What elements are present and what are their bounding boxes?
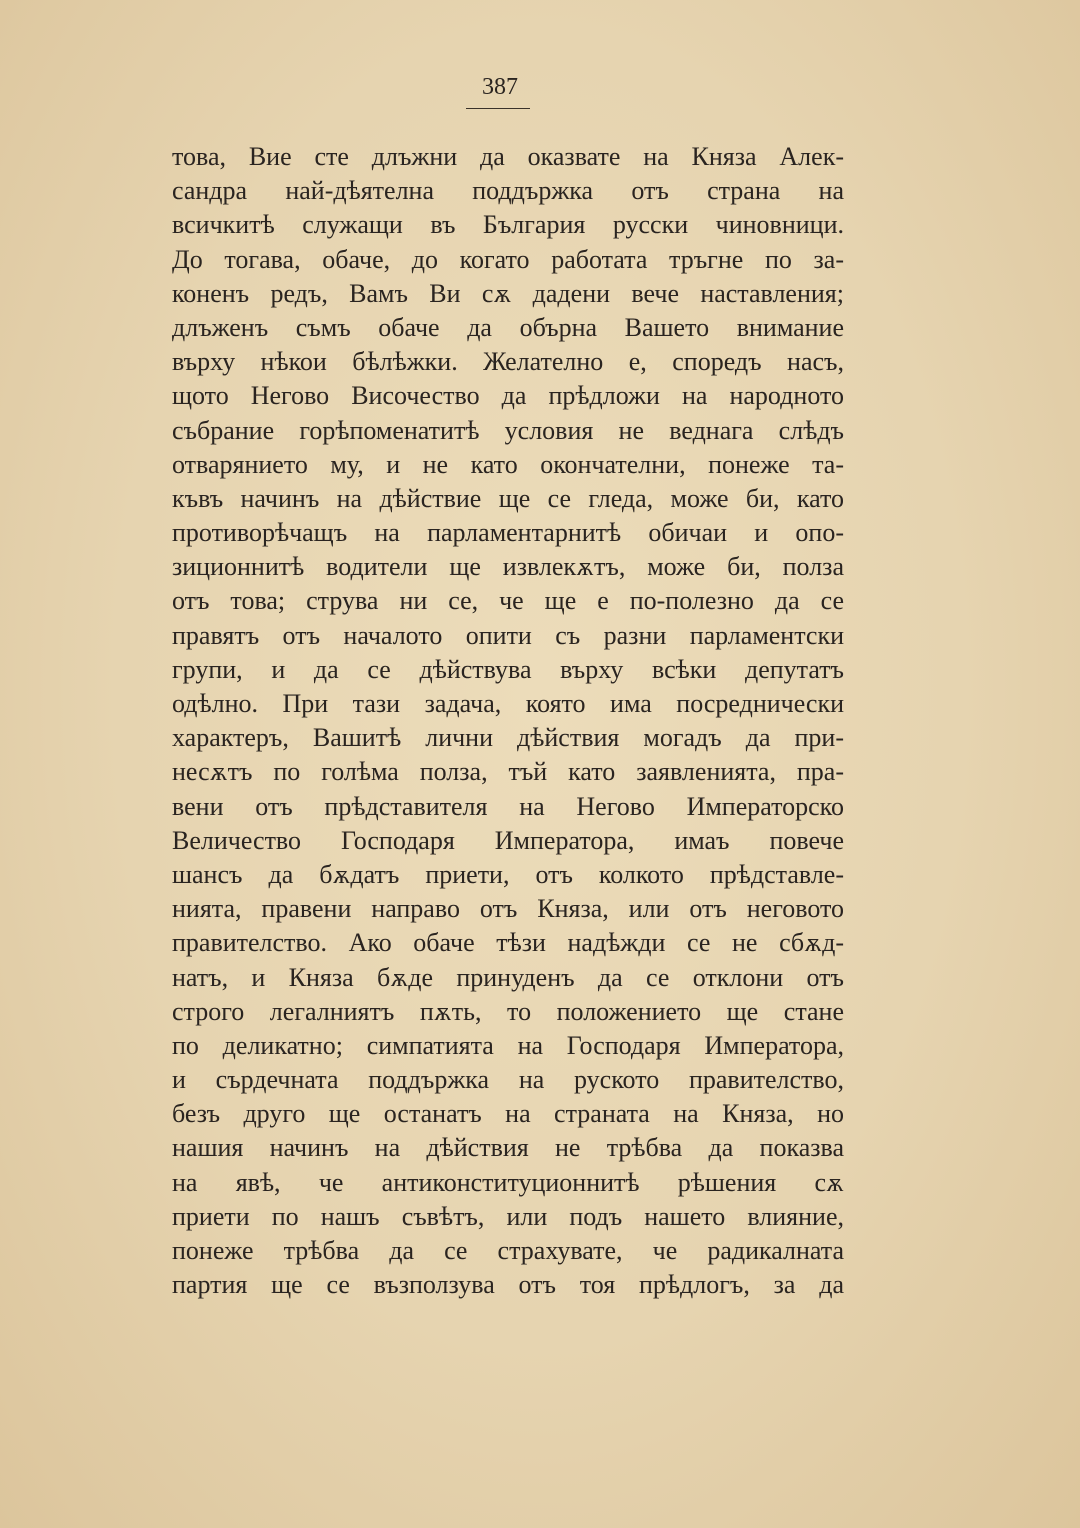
text-line: по деликатно; симпатията на Господаря Императора, (172, 1030, 844, 1060)
text-line: партия ще се възползува отъ тоя прѣдлогъ, за да (172, 1270, 844, 1300)
text-line: всичкитѣ служащи въ България русски чиновници. (172, 210, 844, 240)
text-line: До тогава, обаче, до когато работата тръгне по за- (172, 244, 844, 274)
text-line: одѣлно. При тази задача, която има посреднически (172, 689, 844, 718)
text-line: групи, и да се дѣйствува върху всѣки депутатъ (172, 654, 844, 684)
text-line: нашия начинъ на дѣйствия не трѣбва да показва (172, 1133, 844, 1163)
text-line: щото Негово Височество да прѣдложи на народното (172, 381, 844, 411)
text-line: строго легалниятъ пѫть, то положението ще стане (172, 996, 844, 1026)
text-line: на явѣ, че антиконституционнитѣ рѣшения сѫ (172, 1167, 844, 1197)
text-line: несѫтъ по голѣма полза, тъй като заявленията, пра- (172, 757, 844, 787)
text-line: събрание горѣпоменатитѣ условия не веднага слѣдъ (172, 415, 844, 445)
text-line: сандра най-дѣятелна поддържка отъ страна на (172, 176, 844, 206)
text-line: длъженъ съмъ обаче да обърна Вашето внимание (172, 312, 844, 342)
text-line: къвъ начинъ на дѣйствие ще се гледа, може би, като (172, 483, 844, 513)
text-line: понеже трѣбва да се страхувате, че радикалната (172, 1236, 844, 1265)
page-number: 387 (482, 74, 518, 100)
text-line: характеръ, Вашитѣ лични дѣйствия могадъ да при- (172, 723, 844, 753)
text-line: вени отъ прѣдставителя на Негово Императорско (172, 791, 844, 821)
body-text (172, 140, 844, 1302)
text-line: това, Вие сте длъжни да оказвате на Княза Алек- (172, 142, 844, 171)
text-line: върху нѣкои бѣлѣжки. Желателно е, споредъ насъ, (172, 347, 844, 377)
text-line: и сърдечната поддържка на руското правителство, (172, 1065, 844, 1095)
text-line: правителство. Ако обаче тѣзи надѣжди се не сбѫд- (172, 928, 844, 958)
text-line: приети по нашъ съвѣтъ, или подъ нашето влияние, (172, 1201, 844, 1231)
page-number-rule (466, 108, 530, 109)
text-line: отъ това; струва ни се, че ще е по-полезно да се (172, 586, 844, 616)
text-line: шансъ да бѫдатъ приети, отъ колкото прѣдставле- (172, 859, 844, 889)
text-line: зиционнитѣ водители ще извлекѫтъ, може би, полза (172, 552, 844, 582)
text-line: нията, правени направо отъ Княза, или отъ неговото (172, 894, 844, 924)
text-line: безъ друго ще останатъ на страната на Княза, но (172, 1099, 844, 1129)
text-line: натъ, и Княза бѫде принуденъ да се отклони отъ (172, 962, 844, 992)
text-line: отварянието му, и не като окончателни, понеже та- (172, 449, 844, 479)
text-line: Величество Господаря Императора, имаъ повече (172, 825, 844, 855)
text-line: правятъ отъ началото опити съ разни парламентски (172, 620, 844, 650)
text-line: коненъ редъ, Вамъ Ви сѫ дадени вече наставления; (172, 278, 844, 308)
text-line: противорѣчащъ на парламентарнитѣ обичаи и опо- (172, 518, 844, 548)
